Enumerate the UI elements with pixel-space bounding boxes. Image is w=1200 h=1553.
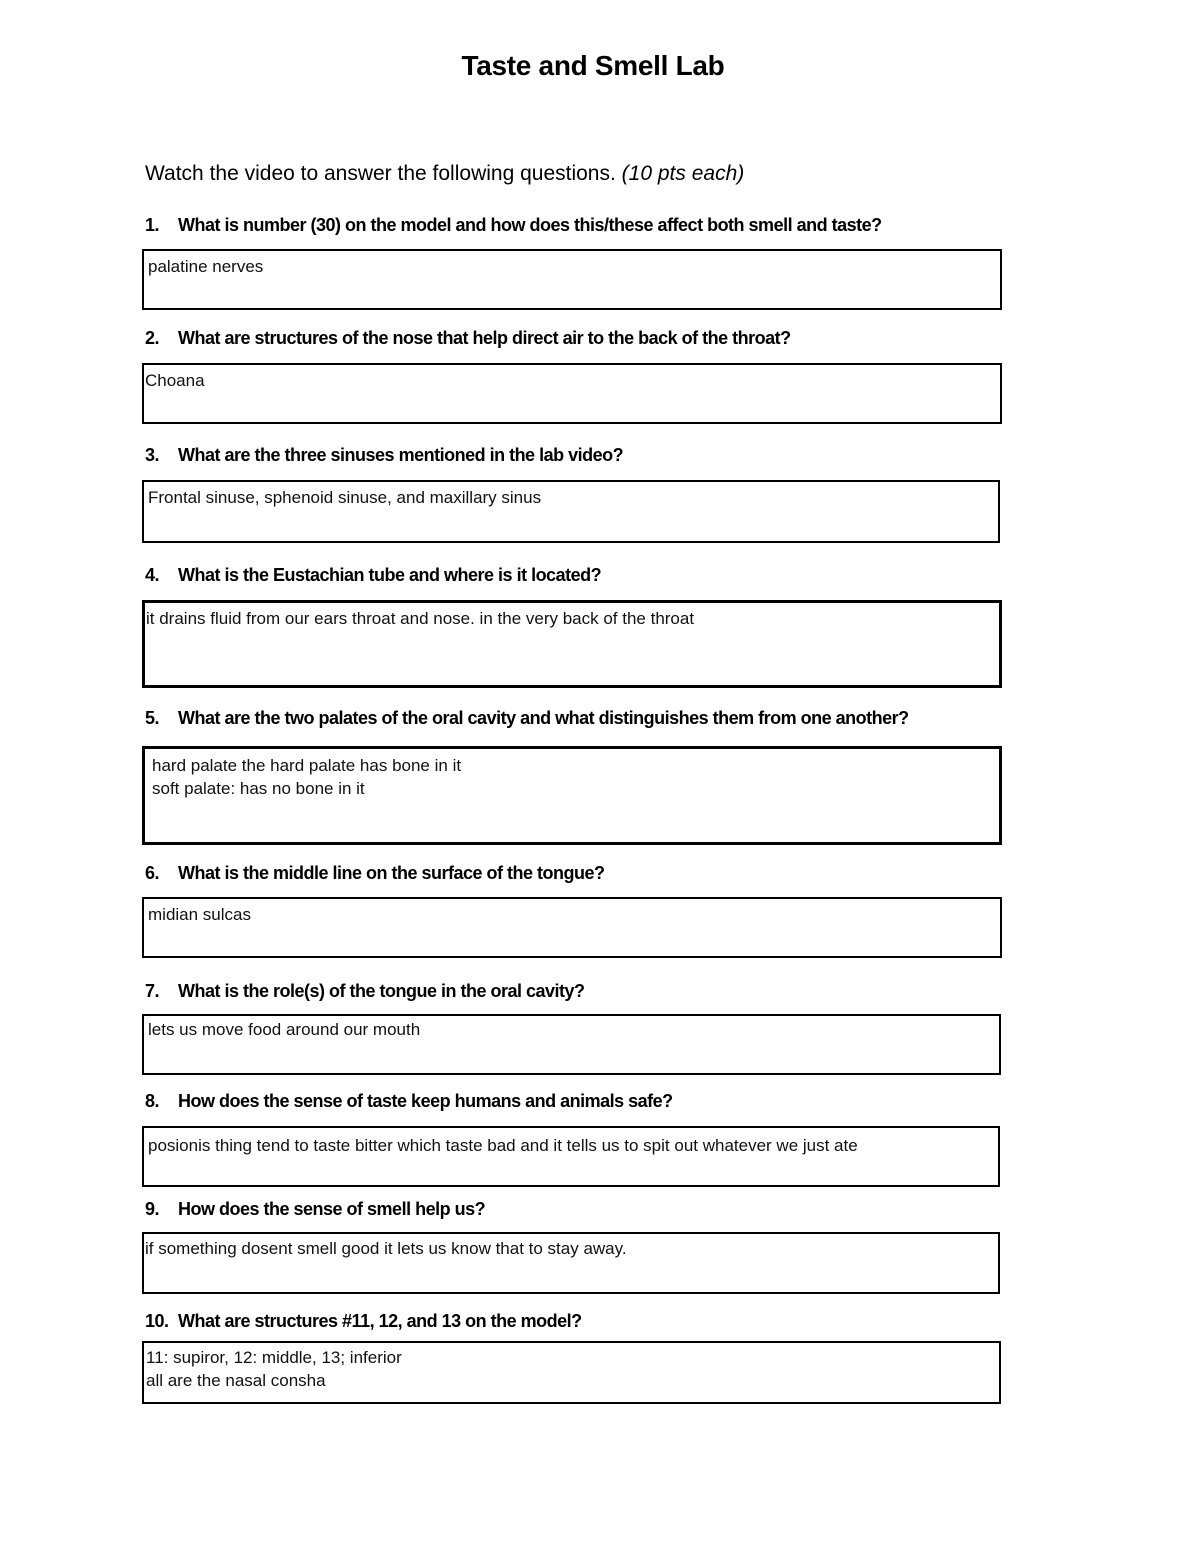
question-6	[145, 862, 605, 884]
answer-field-3[interactable]: Frontal sinuse, sphenoid sinuse, and maxillary sinus	[142, 480, 1000, 543]
question-text: How does the sense of smell help us?	[178, 1199, 486, 1219]
question-text: What is number (30) on the model and how does this/these affect both smell and taste?	[178, 215, 882, 235]
question-number: 9.	[145, 1199, 160, 1219]
question-5	[145, 707, 909, 729]
question-number: 4.	[145, 565, 160, 585]
question-number: 8.	[145, 1091, 160, 1111]
answer-field-1[interactable]: palatine nerves	[142, 249, 1002, 310]
question-9	[145, 1198, 485, 1220]
question-1	[145, 214, 882, 236]
question-text: What is the middle line on the surface of the tongue?	[178, 863, 605, 883]
question-text: What are the three sinuses mentioned in the lab video?	[178, 445, 624, 465]
question-number: 2.	[145, 328, 160, 348]
question-number: 3.	[145, 445, 160, 465]
question-text: What are structures #11, 12, and 13 on the model?	[178, 1311, 582, 1331]
question-number: 6.	[145, 863, 160, 883]
question-text: What are the two palates of the oral cavity and what distinguishes them from one another?	[178, 708, 909, 728]
question-3	[145, 444, 623, 466]
page-title: Taste and Smell Lab	[461, 50, 725, 81]
question-2	[145, 327, 791, 349]
instructions	[145, 162, 744, 186]
question-number: 1.	[145, 215, 160, 235]
answer-field-8[interactable]: posionis thing tend to taste bitter which taste bad and it tells us to spit out whatever we just ate	[142, 1126, 1000, 1187]
question-number: 5.	[145, 708, 160, 728]
answer-field-9[interactable]: if something dosent smell good it lets us know that to stay away.	[142, 1232, 1000, 1294]
instructions-text: Watch the video to answer the following questions.	[145, 162, 616, 185]
answer-field-10[interactable]: 11: supiror, 12: middle, 13; inferior all are the nasal consha	[142, 1341, 1001, 1404]
answer-field-2[interactable]: Choana	[142, 363, 1002, 424]
answer-field-5[interactable]: hard palate the hard palate has bone in it soft palate: has no bone in it	[142, 746, 1002, 845]
question-text: What are structures of the nose that help direct air to the back of the throat?	[178, 328, 791, 348]
question-7	[145, 980, 585, 1002]
question-text: What is the role(s) of the tongue in the oral cavity?	[178, 981, 585, 1001]
answer-field-7[interactable]: lets us move food around our mouth	[142, 1014, 1001, 1075]
question-text: How does the sense of taste keep humans and animals safe?	[178, 1091, 673, 1111]
question-4	[145, 564, 601, 586]
question-8	[145, 1090, 673, 1112]
question-number: 10.	[145, 1311, 169, 1331]
question-10	[145, 1310, 582, 1332]
question-text: What is the Eustachian tube and where is it located?	[178, 565, 602, 585]
question-number: 7.	[145, 981, 160, 1001]
points-note: (10 pts each)	[621, 162, 745, 185]
answer-field-4[interactable]: it drains fluid from our ears throat and nose. in the very back of the throat	[142, 600, 1002, 688]
answer-field-6[interactable]: midian sulcas	[142, 897, 1002, 958]
